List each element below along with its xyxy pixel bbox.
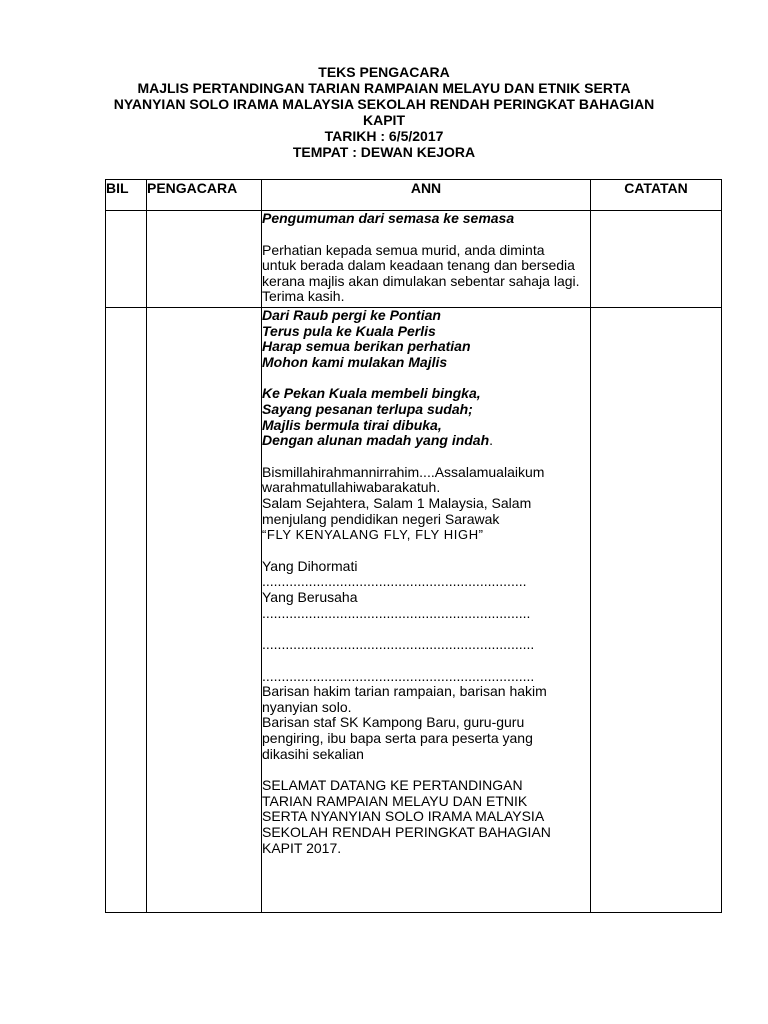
dotted-line: ...................................................................... <box>262 667 535 684</box>
cell-pengacara <box>147 211 262 308</box>
document-header <box>0 64 768 160</box>
col-header-bil: BIL <box>106 180 147 211</box>
table-row <box>106 308 722 913</box>
header-title: TEKS PENGACARA <box>318 64 450 80</box>
header-event-line-1: MAJLIS PERTANDINGAN TARIAN RAMPAIAN MELAYU DAN ETNIK SERTA <box>137 80 631 96</box>
cell-pengacara <box>147 308 262 913</box>
pantun-line: Sayang pesanan terlupa sudah; <box>262 400 473 417</box>
table-header-row <box>106 180 722 211</box>
announcement-title: Pengumuman dari semasa ke semasa <box>262 210 515 226</box>
pantun-line: Dengan alunan madah yang indah <box>262 432 490 449</box>
pantun-line-last <box>262 433 590 449</box>
cell-catatan <box>591 211 722 308</box>
barisan-line: dikasihi sekalian <box>262 745 364 762</box>
cell-bil <box>106 211 147 308</box>
pantun-line: Terus pula ke Kuala Perlis <box>262 322 436 339</box>
dotted-line: ...................................................................... <box>262 636 535 653</box>
barisan-line: pengiring, ibu bapa serta para peserta yang <box>262 730 533 747</box>
cell-bil <box>106 308 147 913</box>
dotted-line: ..................................................................... <box>262 604 531 621</box>
greeting-line: warahmatullahiwabarakatuh. <box>262 479 441 496</box>
header-event-line-2: NYANYIAN SOLO IRAMA MALAYSIA SEKOLAH RENDAH PERINGKAT BAHAGIAN <box>113 96 655 112</box>
col-header-pengacara: PENGACARA <box>147 180 262 211</box>
dotted-line: .................................................................... <box>262 573 527 590</box>
welcome-line: TARIAN RAMPAIAN MELAYU DAN ETNIK <box>262 792 528 809</box>
pantun-period: . <box>489 432 494 449</box>
announcement-line: Terima kasih. <box>262 288 345 305</box>
motto-text: “FLY KENYALANG FLY, FLY HIGH” <box>262 527 484 543</box>
announcement-line: untuk berada dalam keadaan tenang dan bersedia <box>262 257 575 274</box>
greeting-line: menjulang pendidikan negeri Sarawak <box>262 510 500 527</box>
script-table <box>105 179 722 913</box>
pantun-line: Harap semua berikan perhatian <box>262 338 471 355</box>
announcement-line: kerana majlis akan dimulakan sebentar sahaja lagi. <box>262 272 580 289</box>
dihormati-label: Yang Dihormati <box>262 557 358 574</box>
announcement-line: Perhatian kepada semua murid, anda diminta <box>262 241 545 258</box>
cell-catatan <box>591 308 722 913</box>
header-venue: TEMPAT : DEWAN KEJORA <box>292 144 476 160</box>
header-event-line-3: KAPIT <box>363 112 405 128</box>
cell-ann-announcement <box>262 211 591 308</box>
pantun-line: Dari Raub pergi ke Pontian <box>262 307 441 323</box>
barisan-line: Barisan staf SK Kampong Baru, guru-guru <box>262 714 525 731</box>
barisan-line: nyanyian solo. <box>262 698 352 715</box>
header-date: TARIKH : 6/5/2017 <box>324 128 444 144</box>
welcome-line: SERTA NYANYIAN SOLO IRAMA MALAYSIA <box>262 808 545 825</box>
welcome-line: SEKOLAH RENDAH PERINGKAT BAHAGIAN <box>262 824 551 841</box>
pantun-line: Majlis bermula tirai dibuka, <box>262 416 442 433</box>
greeting-line: Salam Sejahtera, Salam 1 Malaysia, Salam <box>262 494 532 511</box>
pantun-line: Ke Pekan Kuala membeli bingka, <box>262 385 481 402</box>
col-header-ann: ANN <box>262 180 591 211</box>
pantun-line: Mohon kami mulakan Majlis <box>262 353 448 370</box>
cell-ann-opening <box>262 308 591 913</box>
welcome-line: SELAMAT DATANG KE PERTANDINGAN <box>262 777 523 794</box>
berusaha-label: Yang Berusaha <box>262 588 358 605</box>
welcome-line: KAPIT 2017. <box>262 839 342 856</box>
table-row <box>106 211 722 308</box>
greeting-line: Bismillahirahmannirrahim....Assalamualaikum <box>262 463 545 480</box>
barisan-line: Barisan hakim tarian rampaian, barisan hakim <box>262 683 547 700</box>
col-header-catatan: CATATAN <box>591 180 722 211</box>
